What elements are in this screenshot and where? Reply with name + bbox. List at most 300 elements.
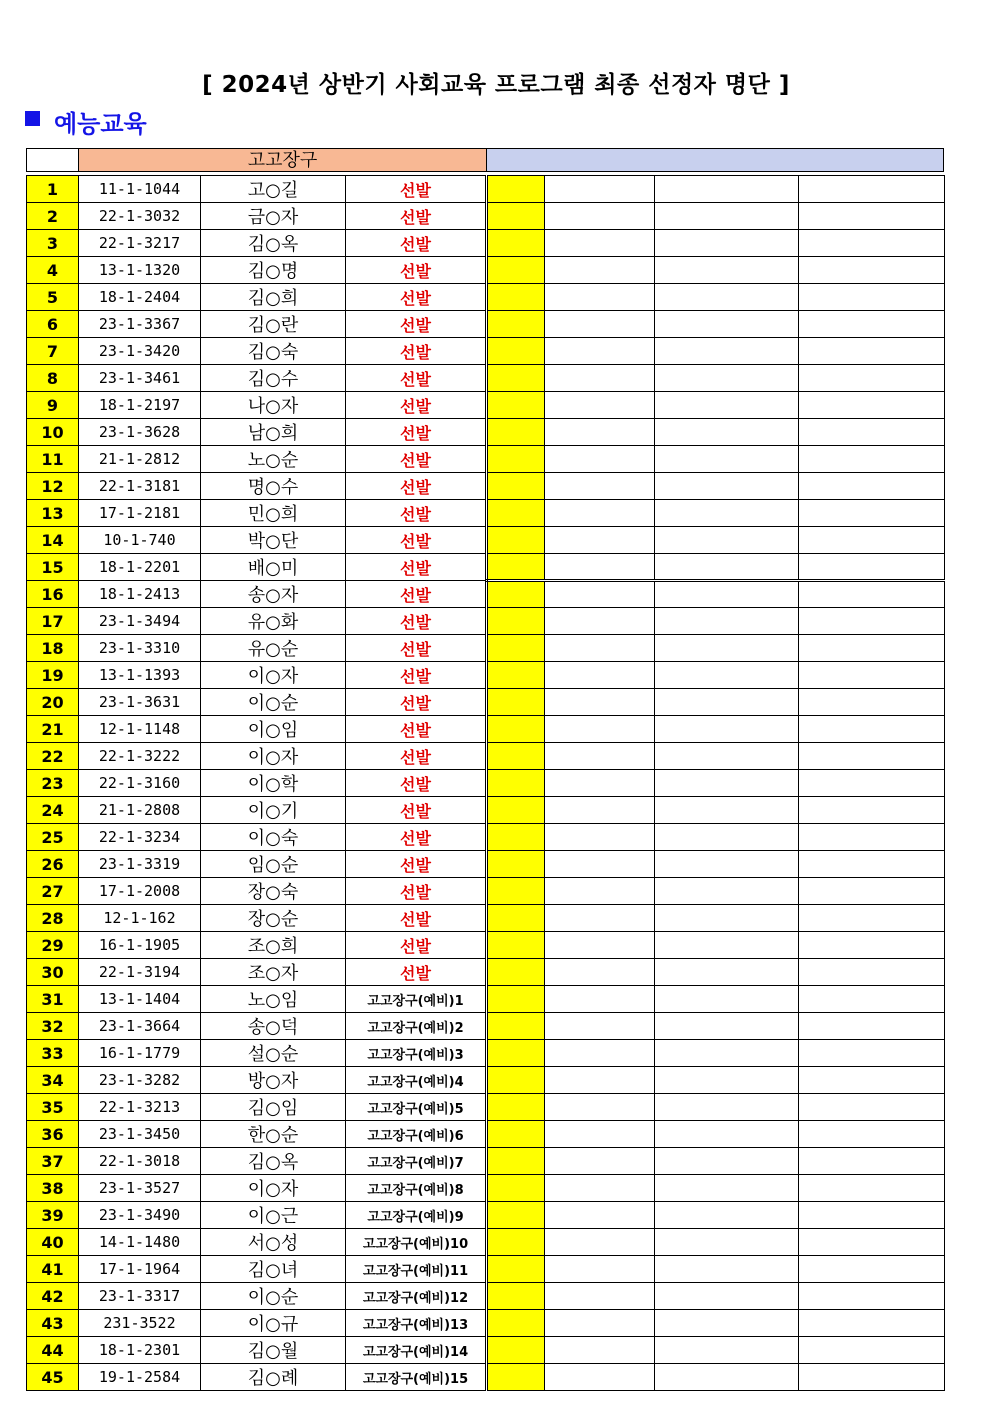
empty-yellow-cell xyxy=(487,257,545,284)
empty-yellow-cell xyxy=(487,554,545,581)
table-row xyxy=(27,932,945,959)
member-name: 조○자 xyxy=(201,959,346,986)
selection-status: 고고장구(예비)12 xyxy=(346,1283,487,1310)
row-number: 27 xyxy=(27,878,79,905)
empty-cell xyxy=(799,446,945,473)
member-name: 김○옥 xyxy=(201,1148,346,1175)
member-id: 18-1-2413 xyxy=(79,581,201,608)
table-row xyxy=(27,473,945,500)
row-number: 13 xyxy=(27,500,79,527)
empty-cell xyxy=(545,554,655,581)
selection-status: 선발 xyxy=(346,743,487,770)
empty-cell xyxy=(545,446,655,473)
empty-cell xyxy=(799,770,945,797)
empty-cell xyxy=(655,743,799,770)
empty-cell xyxy=(799,554,945,581)
table-row xyxy=(27,527,945,554)
empty-cell xyxy=(545,851,655,878)
member-id: 231-3522 xyxy=(79,1310,201,1337)
table-row xyxy=(27,770,945,797)
table-row xyxy=(27,419,945,446)
member-name: 노○임 xyxy=(201,986,346,1013)
member-id: 21-1-2812 xyxy=(79,446,201,473)
member-name: 이○숙 xyxy=(201,824,346,851)
empty-cell xyxy=(545,257,655,284)
empty-cell xyxy=(655,797,799,824)
selection-status: 선발 xyxy=(346,473,487,500)
selection-status: 선발 xyxy=(346,338,487,365)
member-id: 23-1-3628 xyxy=(79,419,201,446)
member-name: 김○월 xyxy=(201,1337,346,1364)
member-id: 13-1-1404 xyxy=(79,986,201,1013)
member-id: 23-1-3420 xyxy=(79,338,201,365)
selection-status: 선발 xyxy=(346,959,487,986)
member-id: 22-1-3194 xyxy=(79,959,201,986)
row-number: 5 xyxy=(27,284,79,311)
empty-cell xyxy=(799,419,945,446)
table-row xyxy=(27,1121,945,1148)
member-name: 민○희 xyxy=(201,500,346,527)
empty-cell xyxy=(799,392,945,419)
member-name: 이○자 xyxy=(201,662,346,689)
member-id: 17-1-2008 xyxy=(79,878,201,905)
member-name: 김○녀 xyxy=(201,1256,346,1283)
member-name: 방○자 xyxy=(201,1067,346,1094)
empty-cell xyxy=(799,1067,945,1094)
member-name: 김○희 xyxy=(201,284,346,311)
member-id: 17-1-2181 xyxy=(79,500,201,527)
empty-cell xyxy=(799,689,945,716)
member-id: 23-1-3367 xyxy=(79,311,201,338)
empty-yellow-cell xyxy=(487,338,545,365)
member-name: 송○자 xyxy=(201,581,346,608)
selection-status: 선발 xyxy=(346,608,487,635)
row-number: 11 xyxy=(27,446,79,473)
empty-cell xyxy=(545,1121,655,1148)
empty-cell xyxy=(545,878,655,905)
empty-cell xyxy=(799,176,945,203)
row-number: 6 xyxy=(27,311,79,338)
member-id: 12-1-1148 xyxy=(79,716,201,743)
selection-status: 선발 xyxy=(346,905,487,932)
section-heading xyxy=(25,104,147,139)
empty-yellow-cell xyxy=(487,500,545,527)
table-row xyxy=(27,635,945,662)
empty-yellow-cell xyxy=(487,662,545,689)
table-row xyxy=(27,716,945,743)
row-number: 44 xyxy=(27,1337,79,1364)
empty-cell xyxy=(655,473,799,500)
member-name: 김○란 xyxy=(201,311,346,338)
member-id: 22-1-3032 xyxy=(79,203,201,230)
selection-status: 고고장구(예비)10 xyxy=(346,1229,487,1256)
empty-cell xyxy=(799,1310,945,1337)
empty-cell xyxy=(799,365,945,392)
selection-status: 선발 xyxy=(346,446,487,473)
selection-status: 고고장구(예비)4 xyxy=(346,1067,487,1094)
empty-cell xyxy=(799,1364,945,1391)
selection-status: 선발 xyxy=(346,797,487,824)
empty-cell xyxy=(545,716,655,743)
empty-cell xyxy=(799,743,945,770)
member-name: 노○순 xyxy=(201,446,346,473)
member-id: 22-1-3222 xyxy=(79,743,201,770)
row-number: 10 xyxy=(27,419,79,446)
table-row xyxy=(27,338,945,365)
member-name: 이○규 xyxy=(201,1310,346,1337)
empty-cell xyxy=(655,284,799,311)
empty-cell xyxy=(799,959,945,986)
member-name: 금○자 xyxy=(201,203,346,230)
selection-status: 선발 xyxy=(346,770,487,797)
empty-cell xyxy=(545,959,655,986)
member-id: 22-1-3018 xyxy=(79,1148,201,1175)
row-number: 22 xyxy=(27,743,79,770)
selection-status: 선발 xyxy=(346,392,487,419)
row-number: 7 xyxy=(27,338,79,365)
row-number: 35 xyxy=(27,1094,79,1121)
selection-status: 고고장구(예비)15 xyxy=(346,1364,487,1391)
empty-yellow-cell xyxy=(487,1337,545,1364)
empty-cell xyxy=(799,527,945,554)
member-id: 18-1-2197 xyxy=(79,392,201,419)
member-id: 23-1-3631 xyxy=(79,689,201,716)
empty-cell xyxy=(545,1229,655,1256)
empty-cell xyxy=(655,1229,799,1256)
empty-cell xyxy=(655,1067,799,1094)
selection-status: 선발 xyxy=(346,500,487,527)
member-id: 10-1-740 xyxy=(79,527,201,554)
empty-yellow-cell xyxy=(487,1283,545,1310)
member-id: 19-1-2584 xyxy=(79,1364,201,1391)
row-number: 20 xyxy=(27,689,79,716)
empty-cell xyxy=(799,797,945,824)
member-name: 김○임 xyxy=(201,1094,346,1121)
empty-cell xyxy=(799,851,945,878)
header-right-cell xyxy=(486,148,944,172)
selection-status: 선발 xyxy=(346,689,487,716)
table-row xyxy=(27,1013,945,1040)
empty-cell xyxy=(545,905,655,932)
member-id: 18-1-2201 xyxy=(79,554,201,581)
empty-cell xyxy=(545,662,655,689)
member-name: 유○순 xyxy=(201,635,346,662)
row-number: 18 xyxy=(27,635,79,662)
table-row xyxy=(27,689,945,716)
member-id: 23-1-3461 xyxy=(79,365,201,392)
empty-yellow-cell xyxy=(487,824,545,851)
empty-cell xyxy=(799,1283,945,1310)
empty-cell xyxy=(545,1283,655,1310)
empty-cell xyxy=(799,230,945,257)
member-name: 나○자 xyxy=(201,392,346,419)
empty-yellow-cell xyxy=(487,1310,545,1337)
empty-cell xyxy=(655,1013,799,1040)
empty-cell xyxy=(799,635,945,662)
table-header xyxy=(26,148,944,172)
member-id: 23-1-3527 xyxy=(79,1175,201,1202)
member-name: 장○숙 xyxy=(201,878,346,905)
empty-yellow-cell xyxy=(487,797,545,824)
member-name: 김○수 xyxy=(201,365,346,392)
row-number: 30 xyxy=(27,959,79,986)
empty-yellow-cell xyxy=(487,1175,545,1202)
row-number: 17 xyxy=(27,608,79,635)
empty-yellow-cell xyxy=(487,608,545,635)
empty-cell xyxy=(545,1067,655,1094)
row-number: 21 xyxy=(27,716,79,743)
selection-status: 선발 xyxy=(346,527,487,554)
member-id: 23-1-3282 xyxy=(79,1067,201,1094)
member-name: 이○순 xyxy=(201,1283,346,1310)
row-number: 38 xyxy=(27,1175,79,1202)
member-name: 이○자 xyxy=(201,743,346,770)
empty-cell xyxy=(655,986,799,1013)
member-id: 23-1-3494 xyxy=(79,608,201,635)
empty-cell xyxy=(545,338,655,365)
member-id: 23-1-3664 xyxy=(79,1013,201,1040)
table-row xyxy=(27,581,945,608)
member-id: 13-1-1320 xyxy=(79,257,201,284)
empty-yellow-cell xyxy=(487,311,545,338)
empty-cell xyxy=(545,500,655,527)
empty-yellow-cell xyxy=(487,1148,545,1175)
empty-cell xyxy=(655,365,799,392)
empty-cell xyxy=(545,581,655,608)
empty-cell xyxy=(655,554,799,581)
member-id: 22-1-3160 xyxy=(79,770,201,797)
row-number: 25 xyxy=(27,824,79,851)
empty-cell xyxy=(545,527,655,554)
member-id: 23-1-3319 xyxy=(79,851,201,878)
empty-yellow-cell xyxy=(487,1040,545,1067)
empty-cell xyxy=(655,1148,799,1175)
selection-status: 고고장구(예비)2 xyxy=(346,1013,487,1040)
member-name: 설○순 xyxy=(201,1040,346,1067)
empty-cell xyxy=(799,473,945,500)
member-id: 16-1-1779 xyxy=(79,1040,201,1067)
empty-cell xyxy=(655,257,799,284)
empty-cell xyxy=(799,338,945,365)
row-number: 3 xyxy=(27,230,79,257)
member-id: 14-1-1480 xyxy=(79,1229,201,1256)
selection-status: 고고장구(예비)14 xyxy=(346,1337,487,1364)
empty-cell xyxy=(655,446,799,473)
empty-yellow-cell xyxy=(487,1094,545,1121)
selection-status: 고고장구(예비)9 xyxy=(346,1202,487,1229)
selection-status: 선발 xyxy=(346,419,487,446)
empty-cell xyxy=(799,203,945,230)
member-name: 이○기 xyxy=(201,797,346,824)
empty-cell xyxy=(799,986,945,1013)
empty-yellow-cell xyxy=(487,689,545,716)
table-row xyxy=(27,1067,945,1094)
page-title: [ 2024년 상반기 사회교육 프로그램 최종 선정자 명단 ] xyxy=(202,72,790,98)
empty-cell xyxy=(545,365,655,392)
empty-cell xyxy=(655,1121,799,1148)
empty-cell xyxy=(799,1013,945,1040)
member-name: 배○미 xyxy=(201,554,346,581)
empty-cell xyxy=(655,716,799,743)
selection-status: 선발 xyxy=(346,662,487,689)
empty-yellow-cell xyxy=(487,284,545,311)
selection-status: 고고장구(예비)1 xyxy=(346,986,487,1013)
row-number: 45 xyxy=(27,1364,79,1391)
table-row xyxy=(27,1337,945,1364)
empty-cell xyxy=(799,716,945,743)
table-row xyxy=(27,824,945,851)
table-row xyxy=(27,851,945,878)
empty-yellow-cell xyxy=(487,932,545,959)
empty-yellow-cell xyxy=(487,419,545,446)
member-id: 23-1-3317 xyxy=(79,1283,201,1310)
table-row xyxy=(27,797,945,824)
empty-yellow-cell xyxy=(487,527,545,554)
empty-yellow-cell xyxy=(487,635,545,662)
member-name: 박○단 xyxy=(201,527,346,554)
empty-cell xyxy=(545,797,655,824)
empty-yellow-cell xyxy=(487,1067,545,1094)
member-name: 김○례 xyxy=(201,1364,346,1391)
empty-cell xyxy=(655,203,799,230)
member-name: 김○숙 xyxy=(201,338,346,365)
empty-cell xyxy=(655,1310,799,1337)
empty-cell xyxy=(655,878,799,905)
empty-cell xyxy=(799,311,945,338)
member-id: 23-1-3310 xyxy=(79,635,201,662)
empty-cell xyxy=(545,1013,655,1040)
empty-cell xyxy=(799,1229,945,1256)
section-label: 예능교육 xyxy=(54,110,147,138)
empty-cell xyxy=(655,1283,799,1310)
selection-status: 고고장구(예비)8 xyxy=(346,1175,487,1202)
row-number: 2 xyxy=(27,203,79,230)
selection-status: 선발 xyxy=(346,932,487,959)
table-row xyxy=(27,1040,945,1067)
empty-cell xyxy=(545,932,655,959)
table-row xyxy=(27,1364,945,1391)
empty-cell xyxy=(799,1040,945,1067)
empty-yellow-cell xyxy=(487,716,545,743)
empty-cell xyxy=(655,1040,799,1067)
member-name: 이○임 xyxy=(201,716,346,743)
empty-cell xyxy=(655,419,799,446)
empty-cell xyxy=(799,1175,945,1202)
empty-cell xyxy=(655,1364,799,1391)
empty-cell xyxy=(545,284,655,311)
empty-cell xyxy=(655,581,799,608)
table-row xyxy=(27,230,945,257)
empty-cell xyxy=(655,770,799,797)
empty-cell xyxy=(545,986,655,1013)
empty-yellow-cell xyxy=(487,743,545,770)
table-row xyxy=(27,446,945,473)
empty-cell xyxy=(545,419,655,446)
member-name: 송○덕 xyxy=(201,1013,346,1040)
empty-cell xyxy=(799,1148,945,1175)
empty-yellow-cell xyxy=(487,1256,545,1283)
empty-cell xyxy=(545,1337,655,1364)
selection-status: 고고장구(예비)5 xyxy=(346,1094,487,1121)
table-row xyxy=(27,257,945,284)
member-id: 21-1-2808 xyxy=(79,797,201,824)
member-name: 조○희 xyxy=(201,932,346,959)
selection-status: 선발 xyxy=(346,554,487,581)
member-name: 김○옥 xyxy=(201,230,346,257)
table-row xyxy=(27,1094,945,1121)
table-row xyxy=(27,500,945,527)
empty-yellow-cell xyxy=(487,581,545,608)
empty-cell xyxy=(545,176,655,203)
empty-cell xyxy=(545,1310,655,1337)
member-id: 22-1-3234 xyxy=(79,824,201,851)
member-name: 고○길 xyxy=(201,176,346,203)
member-id: 12-1-162 xyxy=(79,905,201,932)
empty-cell xyxy=(655,1094,799,1121)
row-number: 8 xyxy=(27,365,79,392)
member-name: 장○순 xyxy=(201,905,346,932)
empty-yellow-cell xyxy=(487,1202,545,1229)
empty-yellow-cell xyxy=(487,392,545,419)
empty-cell xyxy=(545,1040,655,1067)
empty-cell xyxy=(799,662,945,689)
table-row xyxy=(27,959,945,986)
row-number: 41 xyxy=(27,1256,79,1283)
member-id: 17-1-1964 xyxy=(79,1256,201,1283)
selection-status: 선발 xyxy=(346,230,487,257)
table-row xyxy=(27,1283,945,1310)
empty-cell xyxy=(655,824,799,851)
empty-cell xyxy=(655,338,799,365)
table-row xyxy=(27,878,945,905)
selection-status: 선발 xyxy=(346,635,487,662)
member-name: 김○명 xyxy=(201,257,346,284)
roster-table xyxy=(26,175,945,1391)
row-number: 9 xyxy=(27,392,79,419)
empty-cell xyxy=(545,473,655,500)
empty-yellow-cell xyxy=(487,446,545,473)
empty-yellow-cell xyxy=(487,851,545,878)
table-row xyxy=(27,176,945,203)
member-name: 임○순 xyxy=(201,851,346,878)
member-id: 22-1-3217 xyxy=(79,230,201,257)
row-number: 26 xyxy=(27,851,79,878)
selection-status: 선발 xyxy=(346,716,487,743)
empty-cell xyxy=(799,581,945,608)
empty-yellow-cell xyxy=(487,1229,545,1256)
table-row xyxy=(27,554,945,581)
empty-cell xyxy=(655,851,799,878)
empty-cell xyxy=(799,824,945,851)
empty-yellow-cell xyxy=(487,986,545,1013)
empty-cell xyxy=(545,230,655,257)
member-name: 서○성 xyxy=(201,1229,346,1256)
row-number: 37 xyxy=(27,1148,79,1175)
selection-status: 선발 xyxy=(346,203,487,230)
empty-cell xyxy=(799,1202,945,1229)
empty-yellow-cell xyxy=(487,905,545,932)
empty-yellow-cell xyxy=(487,230,545,257)
empty-cell xyxy=(655,1202,799,1229)
selection-status: 선발 xyxy=(346,824,487,851)
row-number: 42 xyxy=(27,1283,79,1310)
empty-cell xyxy=(545,311,655,338)
row-number: 16 xyxy=(27,581,79,608)
selection-status: 고고장구(예비)3 xyxy=(346,1040,487,1067)
empty-cell xyxy=(545,392,655,419)
table-row xyxy=(27,662,945,689)
empty-cell xyxy=(545,608,655,635)
